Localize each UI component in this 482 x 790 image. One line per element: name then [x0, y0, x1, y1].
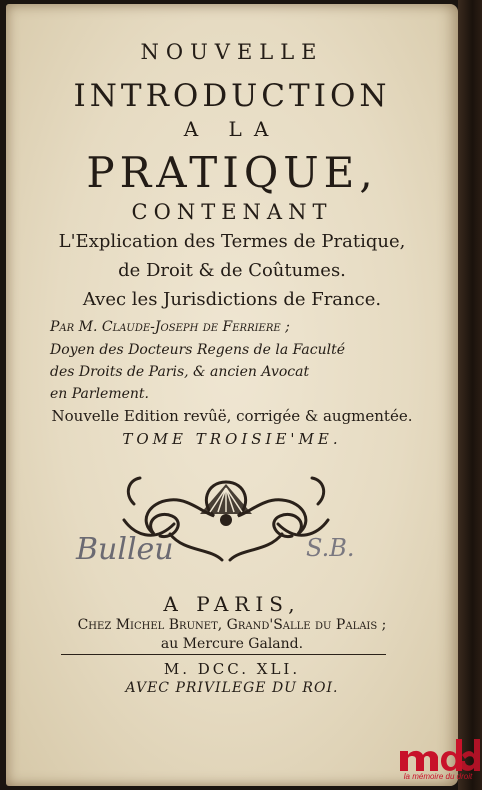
volume-line: TOME TROISIE'ME.	[122, 430, 342, 448]
logo-tagline: la mémoire du droit	[403, 772, 473, 781]
imprint-city: A PARIS,	[163, 592, 301, 616]
imprint-privilege: AVEC PRIVILEGE DU ROI.	[125, 680, 339, 696]
title-line-pratique: PRATIQUE,	[86, 148, 378, 197]
title-page	[6, 4, 458, 786]
author-line-1: Par M. Claude-Joseph de Ferriere ;	[50, 319, 290, 335]
title-line-a-la: A LA	[183, 117, 281, 141]
author-line-3: des Droits de Paris, & ancien Avocat	[50, 364, 310, 380]
subtitle-line-1: L'Explication des Termes de Pratique,	[58, 231, 406, 252]
handwritten-initials: S.B.	[306, 534, 355, 562]
author-line-2: Doyen des Docteurs Regens de la Faculté	[50, 342, 345, 358]
title-line-nouvelle: NOUVELLE	[140, 40, 324, 64]
edition-line: Nouvelle Edition revûë, corrigée & augmentée.	[51, 407, 413, 425]
title-line-introduction: INTRODUCTION	[73, 78, 391, 114]
handwritten-signature: Bulleu	[76, 532, 174, 567]
imprint-rule	[61, 654, 386, 655]
imprint-publisher-line-2: au Mercure Galand.	[160, 636, 304, 652]
subtitle-line-2: de Droit & de Coûtumes.	[118, 260, 346, 281]
title-line-contenant: CONTENANT	[131, 200, 333, 224]
imprint-publisher-line-1: Chez Michel Brunet, Grand'Salle du Palais ;	[77, 617, 387, 633]
author-line-4: en Parlement.	[50, 386, 149, 402]
subtitle-line-3: Avec les Jurisdictions de France.	[82, 289, 382, 310]
book-spine	[458, 0, 482, 790]
imprint-year: M. DCC. XLI.	[163, 660, 301, 678]
